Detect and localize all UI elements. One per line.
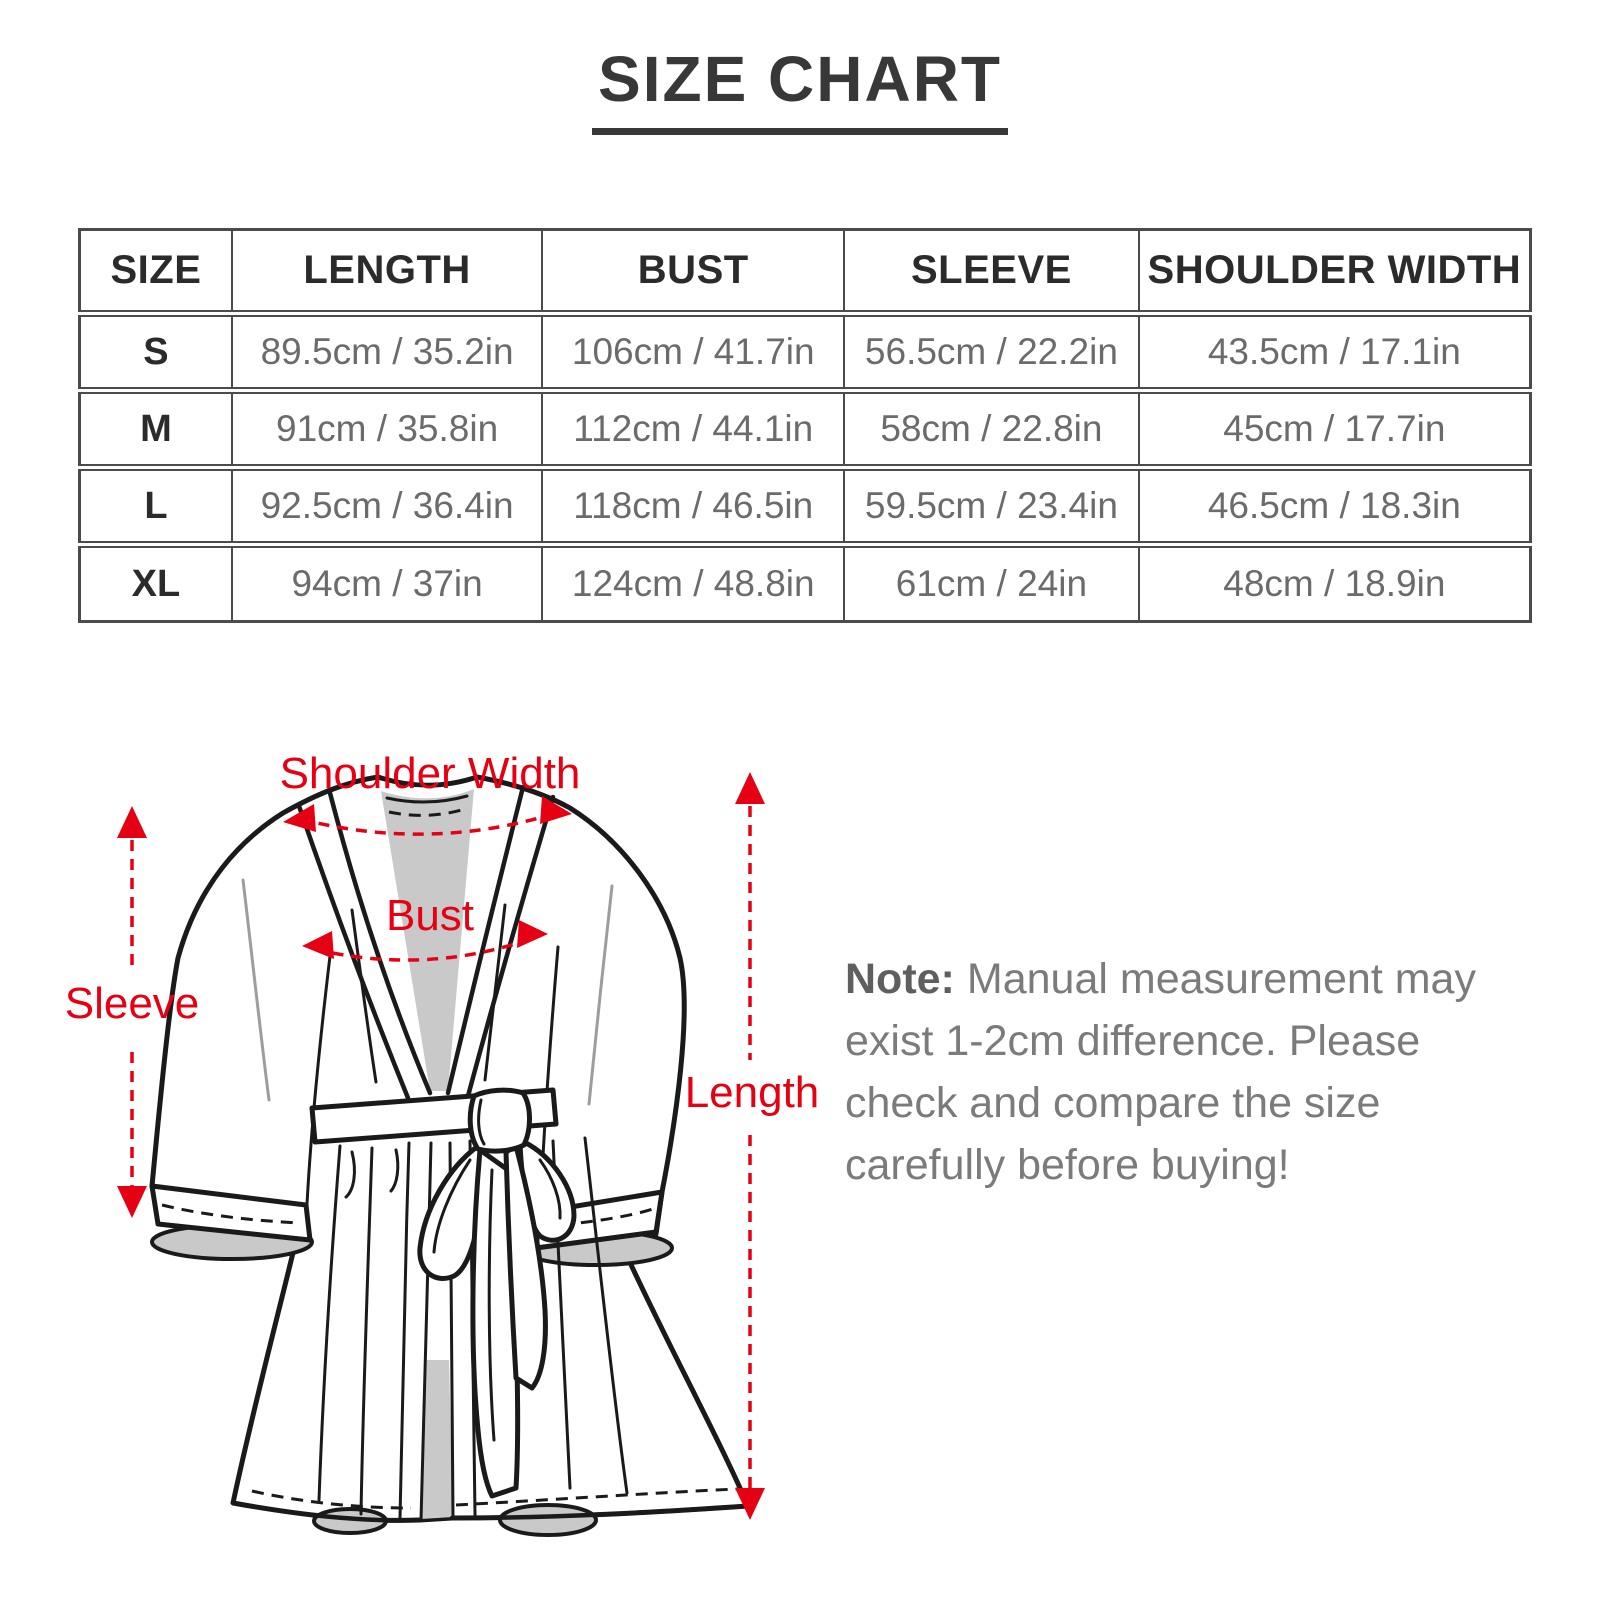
table-header-row <box>80 230 1531 314</box>
col-header-sleeve: SLEEVE <box>844 230 1139 314</box>
sleeve-s: 56.5cm / 22.2in <box>844 314 1139 391</box>
length-l: 92.5cm / 36.4in <box>232 468 543 545</box>
hem-shadow-right <box>500 1505 596 1535</box>
note-text: Manual measurement may <box>966 955 1476 1003</box>
size-table <box>78 228 1532 623</box>
shoulder-width-xl: 48cm / 18.9in <box>1139 545 1531 622</box>
size-xl: XL <box>131 562 181 605</box>
bust-xl: 124cm / 48.8in <box>542 545 844 622</box>
note-line: check and compare the size <box>845 1079 1381 1127</box>
table-row <box>80 391 1531 468</box>
shoulder-width-s: 43.5cm / 17.1in <box>1139 314 1531 391</box>
note-label: Note: <box>845 955 955 1003</box>
col-header-length: LENGTH <box>232 230 543 314</box>
table-row <box>80 545 1531 622</box>
sleeve-arrowhead-bottom <box>117 1186 147 1218</box>
length-s: 89.5cm / 35.2in <box>232 314 543 391</box>
title-wrap <box>0 42 1600 135</box>
length-arrowhead-top <box>735 772 765 804</box>
col-header-bust: BUST <box>542 230 844 314</box>
bust-label: Bust <box>385 891 475 940</box>
size-l: L <box>144 484 168 527</box>
sleeve-label: Sleeve <box>64 979 200 1028</box>
sleeve-xl: 61cm / 24in <box>844 545 1139 622</box>
shoulder-width-m: 45cm / 17.7in <box>1139 391 1531 468</box>
note-line: carefully before buying! <box>845 1141 1290 1189</box>
note-line <box>845 948 1525 1010</box>
length-m: 91cm / 35.8in <box>232 391 543 468</box>
sleeve-arrowhead-top <box>117 806 147 838</box>
sleeve-m: 58cm / 22.8in <box>844 391 1139 468</box>
page-title: SIZE CHART <box>592 42 1008 135</box>
note-line: exist 1-2cm difference. Please <box>845 1017 1421 1065</box>
length-xl: 94cm / 37in <box>232 545 543 622</box>
sleeve-l: 59.5cm / 23.4in <box>844 468 1139 545</box>
robe-measurement-diagram <box>0 700 850 1600</box>
size-m: M <box>140 407 172 450</box>
col-header-shoulder-width: SHOULDER WIDTH <box>1139 230 1531 314</box>
note-block <box>845 948 1525 1196</box>
length-label: Length <box>684 1068 820 1117</box>
table-row <box>80 468 1531 545</box>
bust-m: 112cm / 44.1in <box>542 391 844 468</box>
bust-s: 106cm / 41.7in <box>542 314 844 391</box>
shoulder-width-l: 46.5cm / 18.3in <box>1139 468 1531 545</box>
size-s: S <box>143 330 169 373</box>
col-header-size: SIZE <box>110 248 202 292</box>
bust-l: 118cm / 46.5in <box>542 468 844 545</box>
table-row <box>80 314 1531 391</box>
shoulder-width-label: Shoulder Width <box>279 749 581 798</box>
